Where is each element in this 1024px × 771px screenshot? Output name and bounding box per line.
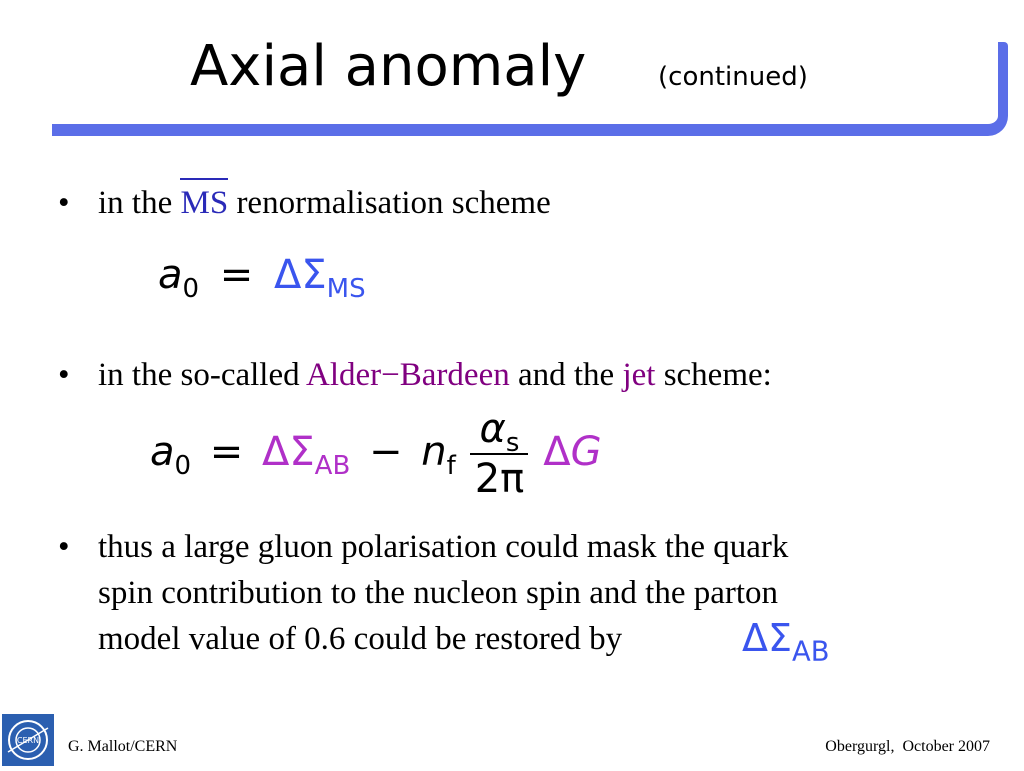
eq1-rhs: $\Delta\Sigma_{MS}$: [274, 252, 366, 305]
eq2-nf: $n_f$: [421, 429, 456, 482]
bullet-3-line-2: spin contribution to the nucleon spin and the parton: [98, 575, 779, 611]
jet-label: jet: [622, 357, 656, 393]
bullet-1-suffix: renormalisation scheme: [236, 185, 551, 221]
bullet-2-text: [98, 352, 772, 398]
bullet-1-prefix: in the: [98, 185, 173, 221]
bullet-2-prefix: in the so-called: [98, 357, 300, 393]
bullet-dot: •: [58, 529, 70, 565]
bullet-2-suffix: scheme:: [663, 357, 772, 393]
bullet-3: [58, 524, 988, 664]
equation-ab: [150, 402, 602, 502]
eq2-fraction: [468, 406, 530, 502]
bullet-dot: •: [58, 185, 70, 221]
eq2-equals: =: [209, 429, 244, 475]
eq2-delta-g: ΔG: [543, 429, 602, 475]
bullet-2-mid: and the: [517, 357, 615, 393]
eq1-equals: =: [219, 252, 254, 298]
slide-subtitle: (continued): [658, 62, 808, 92]
ms-scheme-label: MS: [180, 180, 228, 226]
bullet-1-text: [98, 180, 551, 226]
footer-venue-date: Obergurgl, October 2007: [825, 738, 990, 755]
inline-delta-sigma-ab: $\Delta\Sigma_{AB}$: [742, 616, 830, 668]
eq2-frac-denominator: 2π: [474, 456, 525, 502]
bullet-2: [58, 352, 958, 398]
logo-text: CERN: [16, 736, 40, 745]
cern-logo-icon: [2, 714, 54, 766]
eq1-lhs: $a_0$: [158, 252, 200, 305]
eq2-frac-numerator: $\alpha_s$: [479, 406, 520, 459]
bullet-3-line-3: model value of 0.6 could be restored by: [98, 621, 623, 657]
bullet-3-line-1: thus a large gluon polarisation could mask the quark: [98, 529, 789, 565]
footer-author: G. Mallot/CERN: [68, 738, 178, 755]
eq2-frac-bar: [470, 453, 528, 455]
bullet-1: [58, 180, 758, 226]
bullet-dot: •: [58, 357, 70, 393]
eq2-minus: −: [369, 429, 403, 475]
eq2-lhs: $a_0$: [150, 429, 192, 482]
alder-bardeen-label: Alder−Bardeen: [306, 357, 510, 393]
equation-ms: [158, 252, 366, 304]
slide-title: Axial anomaly: [190, 34, 587, 99]
eq2-delta-sigma-ab: $\Delta\Sigma_{AB}$: [262, 429, 351, 482]
